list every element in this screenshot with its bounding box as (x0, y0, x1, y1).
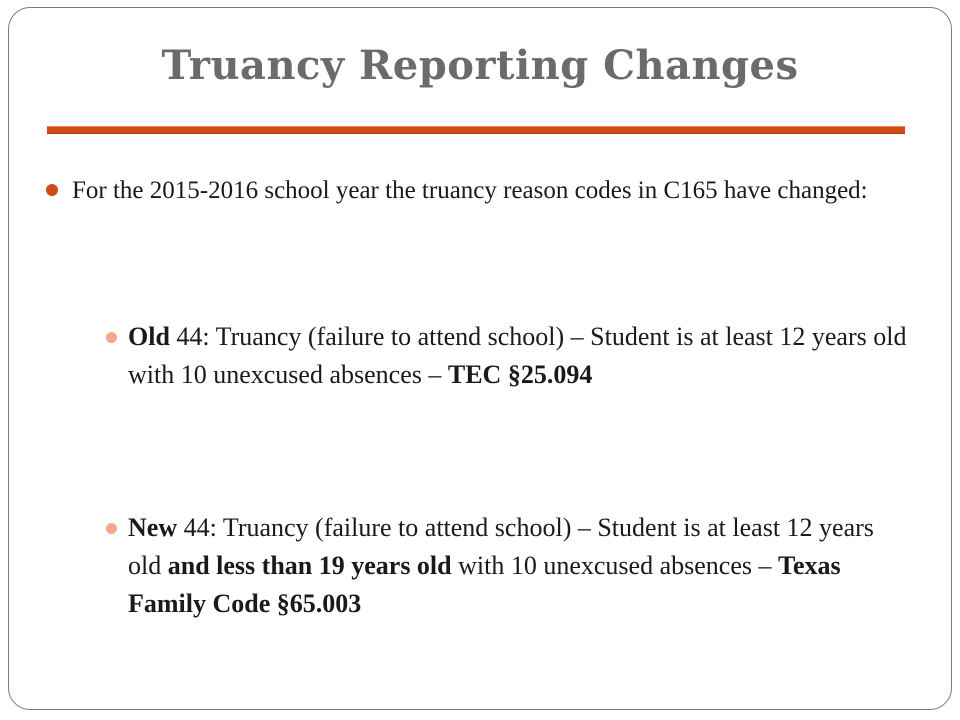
new-age-limit: and less than 19 years old (167, 551, 452, 580)
bullet-intro (72, 172, 892, 210)
intro-text: For the 2015-2016 school year the truancy reason codes in C165 have changed: (72, 177, 868, 204)
slide-title: Truancy Reporting Changes (161, 42, 799, 89)
sub-bullet-dot-icon (106, 332, 117, 343)
bullet-dot-icon (46, 184, 58, 196)
new-citation: Texas Family Code §65.003 (128, 551, 841, 618)
bullet-new-code (128, 509, 908, 623)
sub-bullet-dot-icon (106, 523, 117, 534)
new-label: New (128, 513, 178, 542)
old-label: Old (128, 322, 170, 351)
bullet-old-code (128, 318, 908, 394)
new-code-text-end: with 10 unexcused absences – (451, 551, 778, 580)
old-code-text: 44: Truancy (failure to attend school) – Student is at least 12 years old with 10 unexcused absences – (128, 322, 907, 389)
new-code-text-start: 44: Truancy (failure to attend school) – Student is at least 12 years old (128, 513, 874, 580)
old-citation: TEC §25.094 (447, 360, 593, 389)
